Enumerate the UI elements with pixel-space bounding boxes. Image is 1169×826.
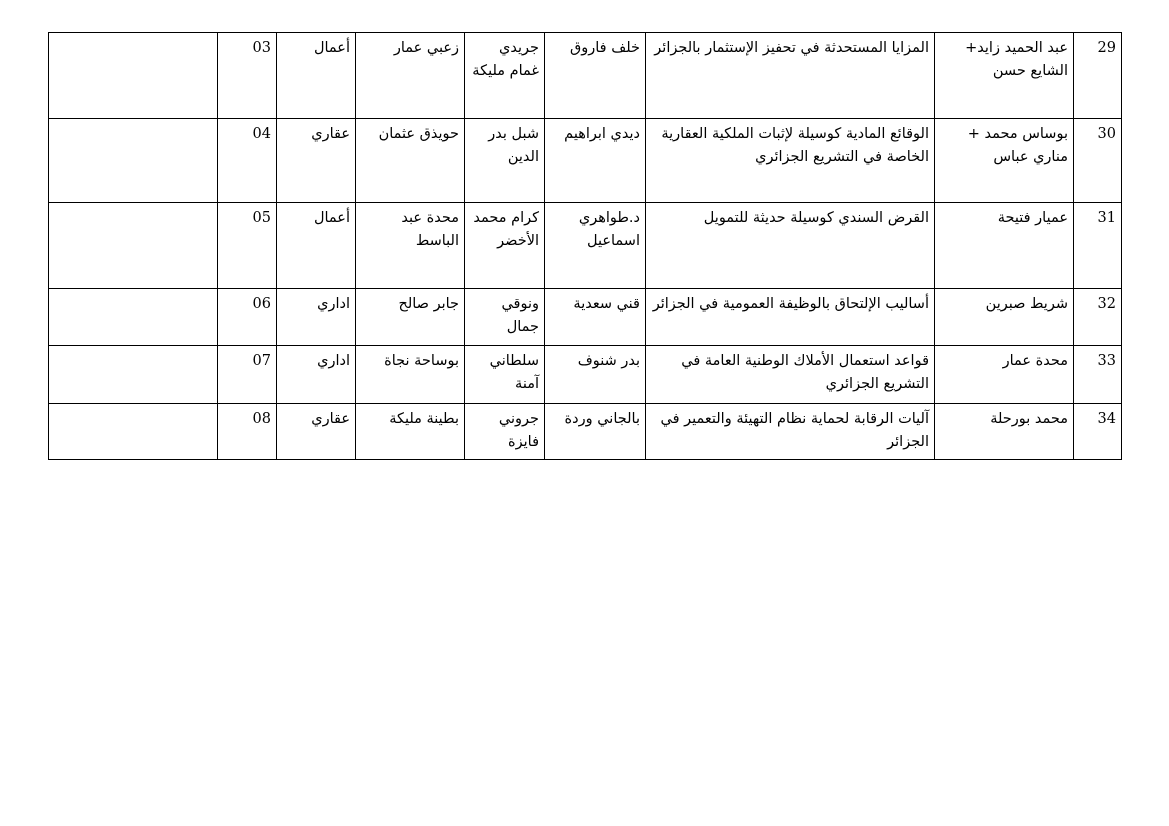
student-names: عبد الحميد زايد+ الشايع حسن	[935, 33, 1074, 119]
specialty: عقاري	[277, 404, 356, 460]
committee-examiner: زعبي عمار	[356, 33, 465, 119]
committee-examiner: حويذق عثمان	[356, 119, 465, 203]
table-row	[49, 33, 1122, 119]
committee-examiner: بطينة مليكة	[356, 404, 465, 460]
supervisor: بدر شنوف	[545, 346, 646, 404]
student-names: شريط صبرين	[935, 289, 1074, 346]
student-names: محمد بورحلة	[935, 404, 1074, 460]
row-number: 34	[1074, 404, 1122, 460]
table-row	[49, 289, 1122, 346]
supervisor: بالجاني وردة	[545, 404, 646, 460]
row-number: 29	[1074, 33, 1122, 119]
thesis-title: القرض السندي كوسيلة حديثة للتمويل	[646, 203, 935, 289]
committee-examiner: جابر صالح	[356, 289, 465, 346]
committee-president: ونوقي جمال	[465, 289, 545, 346]
thesis-title: آليات الرقابة لحماية نظام التهيئة والتعمير في الجزائر	[646, 404, 935, 460]
table-row	[49, 203, 1122, 289]
committee-examiner: محدة عبد الباسط	[356, 203, 465, 289]
thesis-title: قواعد استعمال الأملاك الوطنية العامة في التشريع الجزائري	[646, 346, 935, 404]
specialty: أعمال	[277, 203, 356, 289]
row-number: 31	[1074, 203, 1122, 289]
room-code: 07	[218, 346, 277, 404]
defense-schedule-table	[48, 32, 1122, 460]
table-row	[49, 404, 1122, 460]
thesis-title: أساليب الإلتحاق بالوظيفة العمومية في الجزائر	[646, 289, 935, 346]
supervisor: خلف فاروق	[545, 33, 646, 119]
committee-president: شبل بدر الدين	[465, 119, 545, 203]
room-code: 05	[218, 203, 277, 289]
student-names: عميار فتيحة	[935, 203, 1074, 289]
notes-cell	[49, 119, 218, 203]
committee-president: جروني فايزة	[465, 404, 545, 460]
table-row	[49, 346, 1122, 404]
specialty: عقاري	[277, 119, 356, 203]
notes-cell	[49, 289, 218, 346]
notes-cell	[49, 404, 218, 460]
supervisor: قني سعدية	[545, 289, 646, 346]
student-names: محدة عمار	[935, 346, 1074, 404]
notes-cell	[49, 33, 218, 119]
supervisor: د.طواهري اسماعيل	[545, 203, 646, 289]
room-code: 08	[218, 404, 277, 460]
row-number: 32	[1074, 289, 1122, 346]
thesis-title: الوقائع المادية كوسيلة لإثبات الملكية العقارية الخاصة في التشريع الجزائري	[646, 119, 935, 203]
committee-examiner: بوساحة نجاة	[356, 346, 465, 404]
table-row	[49, 119, 1122, 203]
specialty: اداري	[277, 289, 356, 346]
thesis-title: المزايا المستحدثة في تحفيز الإستثمار بالجزائر	[646, 33, 935, 119]
specialty: اداري	[277, 346, 356, 404]
room-code: 04	[218, 119, 277, 203]
notes-cell	[49, 346, 218, 404]
committee-president: جريدي غمام مليكة	[465, 33, 545, 119]
row-number: 33	[1074, 346, 1122, 404]
row-number: 30	[1074, 119, 1122, 203]
committee-president: كرام محمد الأخضر	[465, 203, 545, 289]
supervisor: ديدي ابراهيم	[545, 119, 646, 203]
specialty: أعمال	[277, 33, 356, 119]
room-code: 03	[218, 33, 277, 119]
notes-cell	[49, 203, 218, 289]
student-names: بوساس محمد + مناري عباس	[935, 119, 1074, 203]
room-code: 06	[218, 289, 277, 346]
committee-president: سلطاني آمنة	[465, 346, 545, 404]
